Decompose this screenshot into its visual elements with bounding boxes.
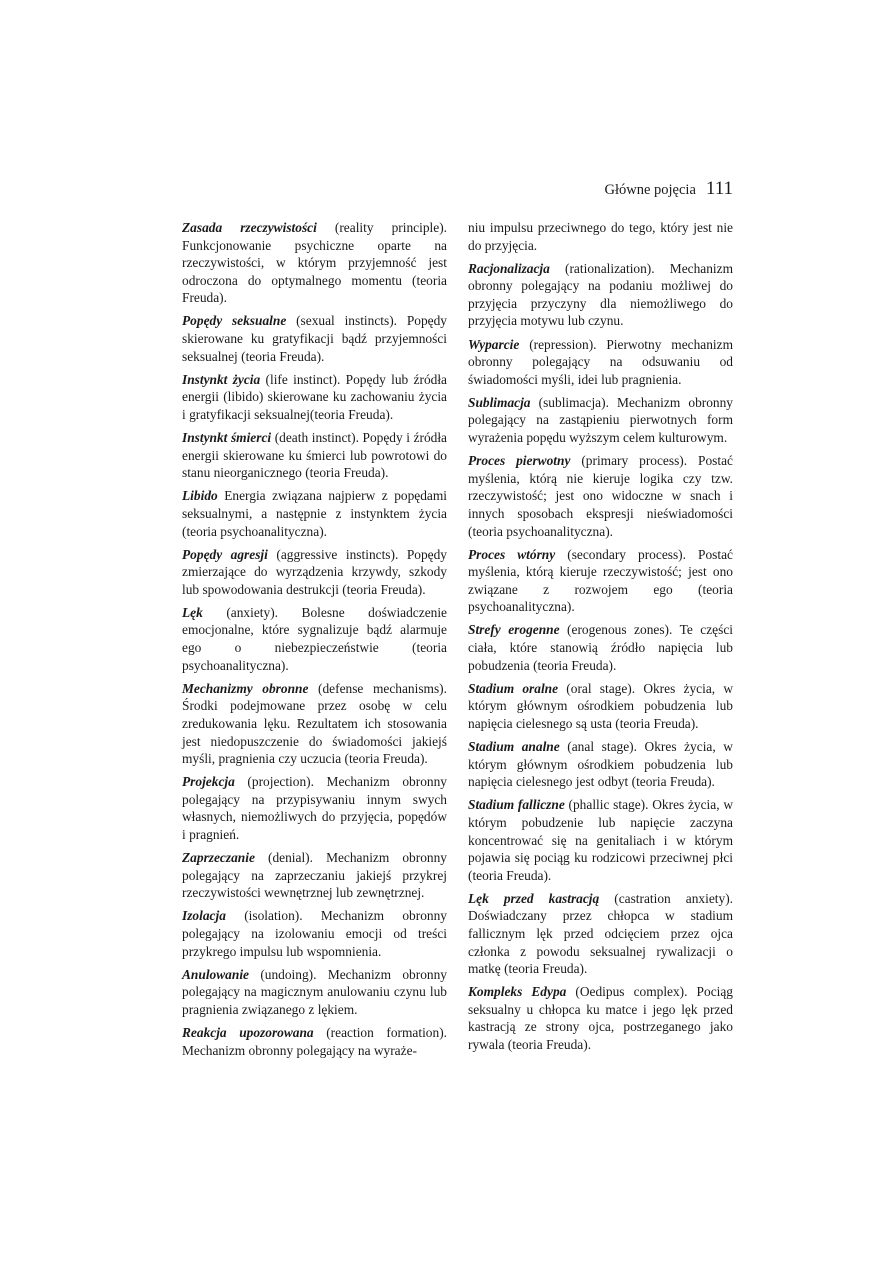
glossary-term: Izolacja <box>182 908 226 924</box>
running-header <box>605 178 734 200</box>
glossary-definition: (undoing). Mechanizm obronny polegający na magicznym anulowaniu czynu lub pragnienia związanego z lękiem. <box>182 966 447 1017</box>
glossary-term: Stadium falliczne <box>468 797 565 813</box>
glossary-definition: (isolation). Mechanizm obronny polegający na izolowaniu emocji od treści przykrego impulsu lub wspomnienia. <box>182 908 447 959</box>
glossary-entry <box>468 546 733 616</box>
glossary-definition: (repression). Pierwotny mechanizm obronny polegający na odsuwaniu od świadomości myśli, idei lub pragnienia. <box>468 336 733 387</box>
glossary-entry <box>182 546 447 599</box>
glossary-term: Popędy seksualne <box>182 313 287 329</box>
glossary-entry <box>182 487 447 540</box>
glossary-entry <box>468 738 733 791</box>
glossary-definition: (sublimacja). Mechanizm obronny polegający na zastąpieniu pierwotnych form wyrażenia popędu wyższym celem kulturowym. <box>468 394 733 446</box>
glossary-entry <box>182 429 447 482</box>
glossary-term: Lęk <box>182 604 203 620</box>
glossary-definition: (Oedipus complex). Pociąg seksualny u chłopca ku matce i jego lęk przed kastracją ze strony ojca, postrzeganego jako rywala (teoria Freuda). <box>468 984 733 1053</box>
glossary-term: Sublimacja <box>468 394 531 410</box>
glossary-definition: (anxiety). Bolesne doświadczenie emocjonalne, które sygnalizuje bądź alarmuje ego o niebezpieczeństwie (teoria psychoanalityczna). <box>182 604 447 673</box>
glossary-definition: (oral stage). Okres życia, w którym głównym ośrodkiem pobudzenia lub napięcia cielesnego są usta (teoria Freuda). <box>468 680 733 731</box>
right-column <box>468 219 733 1059</box>
glossary-entry <box>182 849 447 902</box>
glossary-entry <box>182 371 447 424</box>
glossary-entry <box>182 773 447 843</box>
glossary-term: Proces pierwotny <box>468 453 571 469</box>
glossary-entry <box>468 796 733 884</box>
glossary-term: Anulowanie <box>182 966 249 982</box>
running-header-title: Główne pojęcia <box>604 182 696 198</box>
glossary-term: Kompleks Edypa <box>468 984 567 1000</box>
left-column <box>182 219 447 1065</box>
glossary-definition: (rationalization). Mechanizm obronny polegający na podaniu możliwej do przyjęcia przyczyny dla niemożliwego do przyjęcia motywu lub czynu. <box>468 260 733 329</box>
glossary-entry <box>468 621 733 674</box>
glossary-term: Proces wtórny <box>468 546 556 562</box>
glossary-term: Stadium analne <box>468 739 560 755</box>
glossary-entry <box>468 983 733 1053</box>
glossary-definition: (reality principle). Funkcjonowanie psychiczne oparte na rzeczywistości, w którym przyjemność jest odroczona do optymalnego momentu (teoria Freuda). <box>182 220 447 306</box>
glossary-entry <box>468 890 733 978</box>
glossary-term: Popędy agresji <box>182 546 268 562</box>
glossary-definition: (primary process). Postać myślenia, którą nie kieruje logika czy tzw. rzeczywistość; jest ono widoczne w snach i innych sposobach ekspresji nieświadomości (teoria psychoanalityczna). <box>468 453 733 539</box>
glossary-definition: (sexual instincts). Popędy skierowane ku gratyfikacji bądź przyjemności seksualnej (teoria Freuda). <box>182 313 447 364</box>
glossary-definition: (death instinct). Popędy i źródła energii skierowane ku śmierci lub powrotowi do stanu nieorganicznego (teoria Freuda). <box>182 430 447 481</box>
glossary-entry <box>468 452 733 540</box>
glossary-definition: (life instinct). Popędy lub źródła energii (libido) skierowane ku zachowaniu życia i gratyfikacji seksualnej(teoria Freuda). <box>182 371 447 422</box>
glossary-term: Zaprzeczanie <box>182 850 255 866</box>
glossary-entry <box>468 260 733 330</box>
glossary-term: Lęk przed kastracją <box>468 890 600 906</box>
glossary-entry <box>468 219 733 254</box>
glossary-term: Stadium oralne <box>468 680 559 696</box>
glossary-term: Mechanizmy obronne <box>182 680 309 696</box>
glossary-entry <box>182 312 447 365</box>
glossary-term: Zasada rzeczywistości <box>182 220 317 235</box>
glossary-definition: (erogenous zones). Te części ciała, które stanowią źródło napięcia lub pobudzenia (teoria Freuda). <box>468 622 733 673</box>
glossary-definition: (denial). Mechanizm obronny polegający na zaprzeczaniu jakiejś przykrej rzeczywistości wewnętrznej lub zewnętrznej. <box>182 850 447 901</box>
glossary-term: Strefy erogenne <box>468 622 560 638</box>
glossary-entry <box>468 394 733 447</box>
glossary-definition: (secondary process). Postać myślenia, którą kieruje rzeczywistość; jest ono związane z rozwojem ego (teoria psychoanalityczna). <box>468 546 733 615</box>
glossary-definition: (castration anxiety). Doświadczany przez chłopca w stadium fallicznym lęk przed odcięciem przez ojca członka z powodu seksualnej rywalizacji o matkę (teoria Freuda). <box>468 890 733 977</box>
page-number: 111 <box>705 178 733 199</box>
glossary-term: Racjonalizacja <box>468 260 550 276</box>
glossary-term: Projekcja <box>182 774 235 790</box>
glossary-entry <box>182 1024 447 1059</box>
glossary-entry <box>182 680 447 768</box>
glossary-entry <box>182 966 447 1019</box>
glossary-term: Wyparcie <box>468 336 520 352</box>
glossary-definition: (projection). Mechanizm obronny polegający na przypisywaniu innym swych własnych, niemożliwych do przyjęcia, popędów i pragnień. <box>182 774 447 842</box>
glossary-definition: (phallic stage). Okres życia, w którym pobudzenie lub napięcie zaczyna koncentrować się na genitaliach i w którym pojawia się pociąg ku rodzicowi przeciwnej płci (teoria Freuda). <box>468 797 733 883</box>
glossary-definition: (aggressive instincts). Popędy zmierzające do wyrządzenia krzywdy, szkody lub spowodowania destrukcji (teoria Freuda). <box>182 546 448 597</box>
glossary-definition: (defense mechanisms). Środki podejmowane przez osobę w celu zredukowania lęku. Rezultatem ich stosowania jest niedopuszczenie do świadomości jakiejś myśli, pragnienia czy uczucia (teoria Freuda). <box>182 680 447 767</box>
glossary-term: Reakcja upozorowana <box>182 1024 314 1040</box>
glossary-entry <box>182 907 447 960</box>
glossary-entry <box>468 680 733 733</box>
glossary-term: Instynkt życia <box>182 371 261 387</box>
glossary-entry <box>468 336 733 389</box>
glossary-definition: niu impulsu przeciwnego do tego, który jest nie do przyjęcia. <box>468 220 733 253</box>
glossary-term: Instynkt śmierci <box>182 430 272 446</box>
glossary-entry <box>182 219 447 307</box>
glossary-term: Libido <box>182 488 218 504</box>
glossary-definition: (reaction formation). Mechanizm obronny polegający na wyraże- <box>182 1024 447 1058</box>
glossary-definition: Energia związana najpierw z popędami seksualnymi, a następnie z instynktem życia (teoria psychoanalityczna). <box>182 488 447 539</box>
glossary-definition: (anal stage). Okres życia, w którym głównym ośrodkiem pobudzenia lub napięcia cielesnego jest odbyt (teoria Freuda). <box>468 739 733 790</box>
glossary-entry <box>182 604 447 674</box>
